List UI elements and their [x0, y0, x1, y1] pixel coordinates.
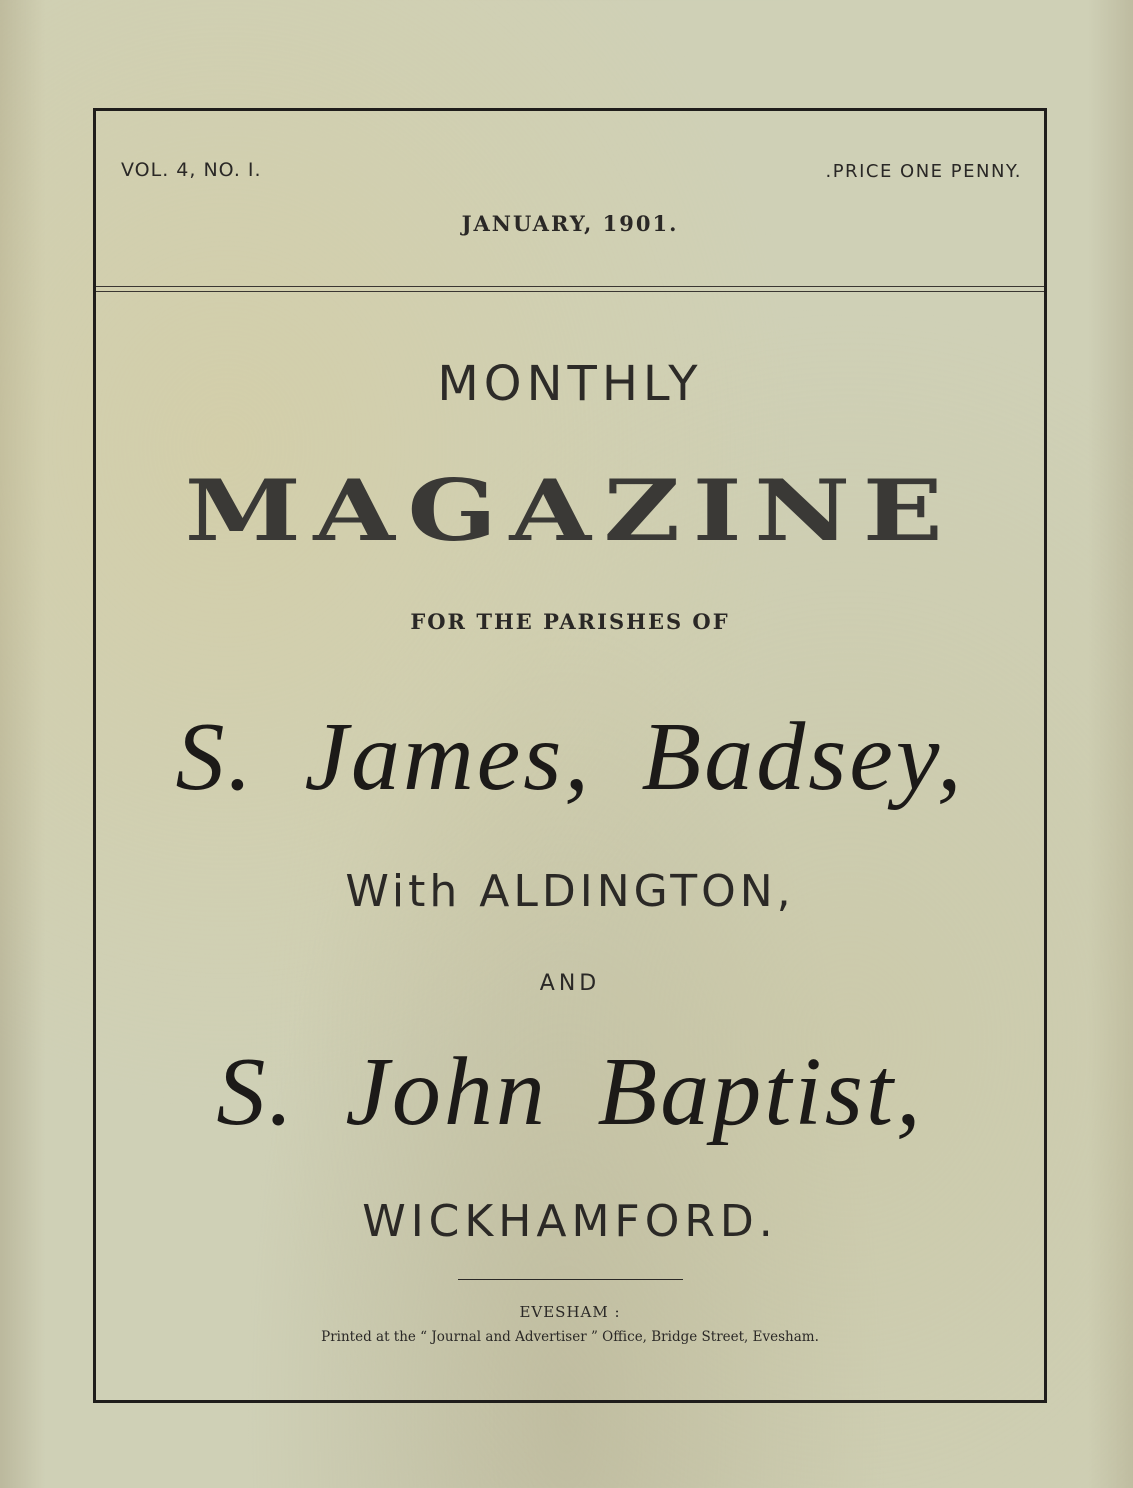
footer-divider	[458, 1279, 683, 1280]
issue-date: JANUARY, 1901.	[461, 211, 679, 236]
parish-name-badsey: S. James, Badsey,	[175, 703, 965, 811]
place-wickhamford: WICKHAMFORD.	[362, 1196, 778, 1247]
title-monthly: MONTHLY	[437, 356, 703, 412]
title-magazine: MAGAZINE	[184, 461, 956, 560]
parish-name-wickhamford: S. John Baptist,	[216, 1038, 924, 1146]
double-rule-divider	[96, 286, 1044, 292]
price-label: .PRICE ONE PENNY.	[825, 161, 1022, 182]
conjunction-and: AND	[539, 971, 601, 996]
with-aldington: With ALDINGTON,	[345, 866, 795, 917]
cover-border	[93, 108, 1047, 1403]
printer-imprint: Printed at the “ Journal and Advertiser ” Office, Bridge Street, Evesham.	[321, 1329, 819, 1345]
subtitle-parishes: FOR THE PARISHES OF	[410, 609, 730, 634]
volume-number: VOL. 4, NO. I.	[121, 159, 262, 181]
printer-town: EVESHAM :	[519, 1303, 621, 1321]
